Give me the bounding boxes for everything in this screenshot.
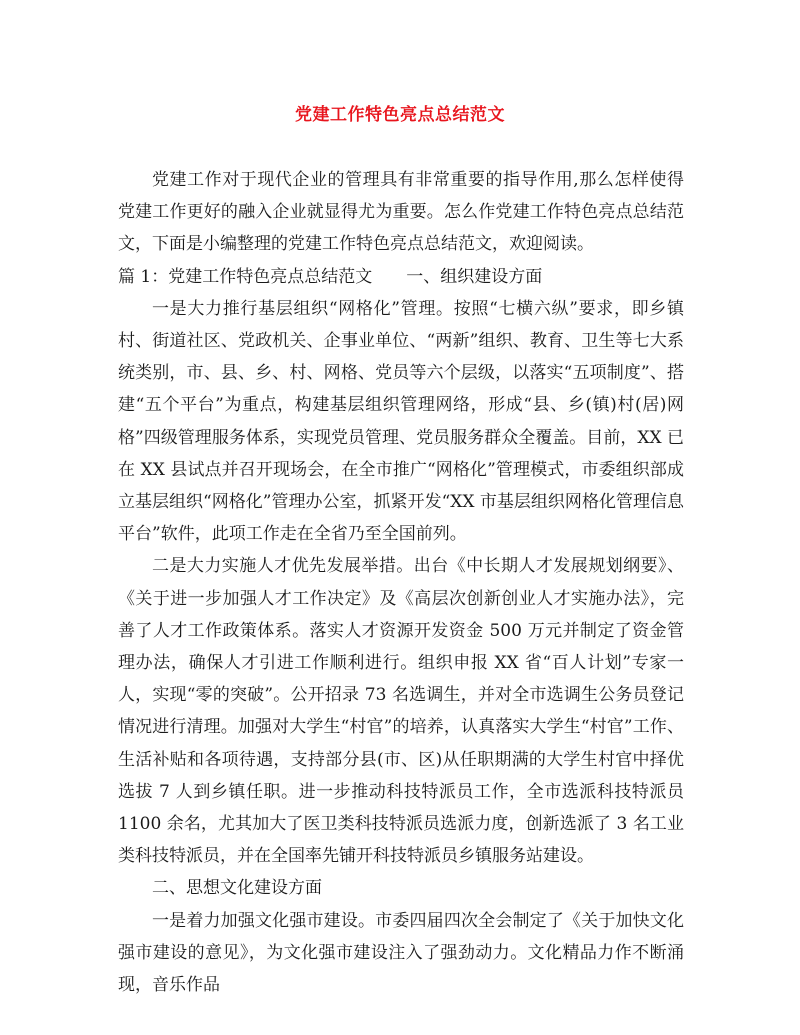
intro-paragraph: 党建工作对于现代企业的管理具有非常重要的指导作用,那么怎样使得党建工作更好的融入企业就显得尤为重要。怎么作党建工作特色亮点总结范文，下面是小编整理的党建工作特色亮点总结范文，欢迎阅读。 — [118, 170, 684, 255]
paragraph-grid-management: 一是大力推行基层组织“网格化”管理。按照“七横六纵”要求，即乡镇村、街道社区、党政机关、企事业单位、“两新”组织、教育、卫生等七大系统类别，市、县、乡、村、网格、党员等六个层级，以落实“五项制度”、搭建“五个平台”为重点，构建基层组织管理网络，形成“县、乡(镇)村(居)网格”四级管理服务体系，实现党员管理、党员服务群众全覆盖。目前，XX 已在 XX 县试点并召开现场会，在全市推广“网格化”管理模式，市委组织部成立基层组织“网格化”管理办公室，抓紧开发“XX 市基层组织网格化管理信息平台”软件，此项工作走在全省乃至全国前列。 — [118, 298, 684, 545]
paragraph-culture-city: 一是着力加强文化强市建设。市委四届四次全会制定了《关于加快文化强市建设的意见》，为文化强市建设注入了强劲动力。文化精品力作不断涌现，音乐作品 — [118, 910, 684, 996]
section-heading-article-1: 篇 1：党建工作特色亮点总结范文 一、组织建设方面 — [118, 266, 543, 287]
document-body — [118, 164, 684, 1001]
paragraph-talent-priority: 二是大力实施人才优先发展举措。出台《中长期人才发展规划纲要》、《关于进一步加强人才工作决定》及《高层次创新创业人才实施办法》，完善了人才工作政策体系。落实人才资源开发资金 500 万元并制定了资金管理办法，确保人才引进工作顺利进行。组织申报 XX 省“百人计划”专家一人，实现“零的突破”。公开招录 73 名选调生，并对全市选调生公务员登记情况进行清理。加强对大学生“村官”的培养，认真落实大学生“村官”工作、生活补贴和各项待遇，支持部分县(市、区)从任职期满的大学生村官中择优选拔 7 人到乡镇任职。进一步推动科技特派员工作，全市选派科技特派员 1100 余名，尤其加大了医卫类科技特派员选派力度，创新选派了 3 名工业类科技特派员，并在全国率先铺开科技特派员乡镇服务站建设。 — [118, 556, 684, 867]
document-title: 党建工作特色亮点总结范文 — [295, 105, 505, 125]
section-heading-culture: 二、思想文化建设方面 — [152, 878, 322, 899]
